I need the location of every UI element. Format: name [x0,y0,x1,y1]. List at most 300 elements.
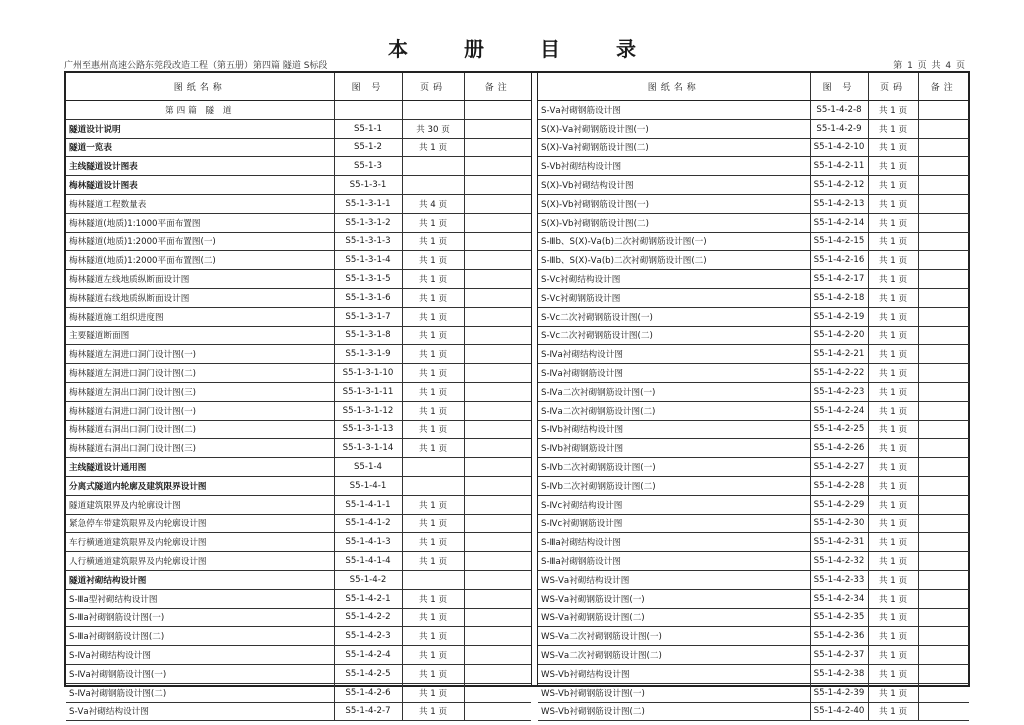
drawing-number: S5-1-4-2-8 [810,101,868,120]
table-row [66,138,531,157]
remark-cell [918,439,969,458]
table-row [538,270,969,289]
table-row [66,251,531,270]
table-row [538,570,969,589]
table-row [538,702,969,721]
drawing-number: S5-1-4-2-28 [810,476,868,495]
drawing-number: S5-1-4-2-10 [810,138,868,157]
drawing-number: S5-1-4-2-27 [810,458,868,477]
table-row [66,702,531,721]
table-row [538,608,969,627]
drawing-name: 主要隧道断面图 [66,326,334,345]
table-row [538,213,969,232]
remark-cell [464,270,531,289]
drawing-name: S-Ⅲa衬砌结构设计图 [538,533,810,552]
drawing-name: 隧道设计说明 [66,119,334,138]
drawing-name: S(X)-Ⅴb衬砌结构设计图 [538,176,810,195]
drawing-name: 紧急停车带建筑限界及内轮廓设计图 [66,514,334,533]
drawing-number: S5-1-4-2-33 [810,570,868,589]
table-row [538,307,969,326]
drawing-number: S5-1-4 [334,458,402,477]
drawing-name: WS-Ⅴa二次衬砌钢筋设计图(二) [538,646,810,665]
drawing-name: WS-Ⅴb衬砌结构设计图 [538,664,810,683]
page-count: 共 1 页 [402,288,464,307]
table-row [66,514,531,533]
page-count: 共 1 页 [868,251,918,270]
drawing-name: S-Ⅲb、S(X)-Ⅴa(b)二次衬砌钢筋设计图(一) [538,232,810,251]
table-row [66,646,531,665]
remark-cell [918,458,969,477]
table-row [538,533,969,552]
table-row [66,288,531,307]
column-header-remark: 备注 [918,73,969,101]
drawing-name: 第四篇 隧 道 [66,101,334,120]
drawing-number: S5-1-3-1-1 [334,194,402,213]
page-count: 共 1 页 [402,627,464,646]
drawing-number: S5-1-4-2-3 [334,627,402,646]
column-header-name: 图纸名称 [538,73,810,101]
drawing-number: S5-1-2 [334,138,402,157]
table-row [66,476,531,495]
page-count: 共 1 页 [402,589,464,608]
page-count: 共 1 页 [868,589,918,608]
remark-cell [918,307,969,326]
remark-cell [464,119,531,138]
drawing-name: 梅林隧道左线地质纵断面设计图 [66,270,334,289]
drawing-number: S5-1-3-1-10 [334,364,402,383]
drawing-name: S-Ⅳb二次衬砌钢筋设计图(一) [538,458,810,477]
page-count: 共 1 页 [868,552,918,571]
page-count: 共 1 页 [402,514,464,533]
page-count: 共 1 页 [868,533,918,552]
page-count: 共 1 页 [402,213,464,232]
remark-cell [918,382,969,401]
remark-cell [464,251,531,270]
page-count: 共 1 页 [402,664,464,683]
page-count: 共 1 页 [402,420,464,439]
table-row [538,664,969,683]
drawing-number: S5-1-3-1-14 [334,439,402,458]
table-row [66,683,531,702]
remark-cell [918,101,969,120]
remark-cell [464,646,531,665]
table-row [538,194,969,213]
page-count: 共 1 页 [868,176,918,195]
drawing-number: S5-1-4-2-2 [334,608,402,627]
drawing-number: S5-1-4-2-7 [334,702,402,721]
page-count [402,157,464,176]
drawing-number: S5-1-3-1-3 [334,232,402,251]
page-count: 共 1 页 [402,307,464,326]
remark-cell [464,664,531,683]
drawing-number: S5-1-4-1 [334,476,402,495]
remark-cell [464,401,531,420]
page-count: 共 1 页 [402,646,464,665]
table-row [538,157,969,176]
column-header-pages: 页码 [868,73,918,101]
remark-cell [918,157,969,176]
remark-cell [918,627,969,646]
column-header-number: 图 号 [810,73,868,101]
page-count: 共 4 页 [402,194,464,213]
table-row [66,194,531,213]
drawing-name: 梅林隧道施工组织进度图 [66,307,334,326]
table-row [66,307,531,326]
drawing-number: S5-1-4-2-31 [810,533,868,552]
drawing-name: S(X)-Ⅴa衬砌钢筋设计图(一) [538,119,810,138]
column-header-pages: 页码 [402,73,464,101]
remark-cell [464,627,531,646]
table-row [66,101,531,120]
remark-cell [918,646,969,665]
page-count: 共 1 页 [868,288,918,307]
drawing-name: 主线隧道设计图表 [66,157,334,176]
table-row [538,552,969,571]
remark-cell [918,608,969,627]
table-row [66,589,531,608]
drawing-number: S5-1-4-2-5 [334,664,402,683]
table-row [66,533,531,552]
drawing-name: S-Ⅳa衬砌结构设计图 [66,646,334,665]
page-count: 共 1 页 [402,702,464,721]
drawing-number: S5-1-1 [334,119,402,138]
drawing-name: S-Ⅳa衬砌钢筋设计图(二) [66,683,334,702]
drawing-number [334,101,402,120]
page-count: 共 1 页 [402,326,464,345]
page-count: 共 1 页 [402,495,464,514]
drawing-name: 梅林隧道左洞进口洞门设计图(二) [66,364,334,383]
drawing-number: S5-1-4-2-11 [810,157,868,176]
table-row [538,326,969,345]
remark-cell [918,119,969,138]
drawing-number: S5-1-4-2-38 [810,664,868,683]
drawing-name: S-Ⅳa二次衬砌钢筋设计图(二) [538,401,810,420]
table-row [538,401,969,420]
remark-cell [464,495,531,514]
drawing-number: S5-1-4-2-36 [810,627,868,646]
remark-cell [464,589,531,608]
drawing-name: WS-Ⅴa衬砌结构设计图 [538,570,810,589]
drawing-number: S5-1-4-2-39 [810,683,868,702]
drawing-name: 车行横通道建筑限界及内轮廓设计图 [66,533,334,552]
page-count: 共 1 页 [402,608,464,627]
drawing-name: S-Ⅴc衬砌结构设计图 [538,270,810,289]
table-row [538,514,969,533]
table-row [538,420,969,439]
remark-cell [918,138,969,157]
drawing-name: WS-Ⅴa二次衬砌钢筋设计图(一) [538,627,810,646]
page-count: 共 1 页 [868,326,918,345]
table-row [538,251,969,270]
remark-cell [464,288,531,307]
remark-cell [464,138,531,157]
drawing-number: S5-1-4-2-20 [810,326,868,345]
remark-cell [918,570,969,589]
page-count: 共 1 页 [868,439,918,458]
remark-cell [918,270,969,289]
remark-cell [464,683,531,702]
page-count: 共 1 页 [868,570,918,589]
table-row [66,213,531,232]
remark-cell [918,420,969,439]
catalog-table-left [66,73,531,718]
table-row [66,495,531,514]
drawing-name: S-Ⅲa衬砌钢筋设计图(二) [66,627,334,646]
remark-cell [464,608,531,627]
table-row [538,101,969,120]
table-row [538,232,969,251]
column-header-name: 图纸名称 [66,73,334,101]
remark-cell [464,439,531,458]
drawing-number: S5-1-4-2-29 [810,495,868,514]
remark-cell [918,683,969,702]
drawing-number: S5-1-4-2-26 [810,439,868,458]
drawing-name: S-Ⅳc衬砌钢筋设计图 [538,514,810,533]
remark-cell [918,326,969,345]
table-row [538,382,969,401]
remark-cell [464,533,531,552]
page-count: 共 1 页 [868,420,918,439]
remark-cell [918,345,969,364]
page-count: 共 1 页 [402,382,464,401]
drawing-name: WS-Ⅴb衬砌钢筋设计图(一) [538,683,810,702]
page-count: 共 1 页 [868,458,918,477]
page-count: 共 1 页 [868,664,918,683]
drawing-number: S5-1-4-2-19 [810,307,868,326]
remark-cell [918,664,969,683]
table-row [66,232,531,251]
drawing-name: S-Ⅲb、S(X)-Ⅴa(b)二次衬砌钢筋设计图(二) [538,251,810,270]
drawing-number: S5-1-4-2-18 [810,288,868,307]
remark-cell [464,420,531,439]
remark-cell [464,476,531,495]
page-count: 共 1 页 [868,157,918,176]
page-count: 共 1 页 [402,270,464,289]
drawing-number: S5-1-3-1-2 [334,213,402,232]
table-row [538,288,969,307]
drawing-number: S5-1-3-1-7 [334,307,402,326]
page-count: 共 1 页 [868,101,918,120]
remark-cell [464,382,531,401]
drawing-number: S5-1-4-2-12 [810,176,868,195]
drawing-number: S5-1-3-1-4 [334,251,402,270]
remark-cell [918,251,969,270]
remark-cell [918,401,969,420]
drawing-number: S5-1-4-2-35 [810,608,868,627]
drawing-number: S5-1-4-1-4 [334,552,402,571]
drawing-number: S5-1-4-2-40 [810,702,868,721]
table-row [66,627,531,646]
page-count: 共 1 页 [402,251,464,270]
page-count: 共 1 页 [868,213,918,232]
drawing-number: S5-1-4-1-2 [334,514,402,533]
catalog-sheet [64,71,970,718]
page-count: 共 1 页 [868,138,918,157]
table-row [538,138,969,157]
drawing-number: S5-1-4-2-17 [810,270,868,289]
remark-cell [464,176,531,195]
remark-cell [918,364,969,383]
remark-cell [918,495,969,514]
remark-cell [464,514,531,533]
drawing-number: S5-1-4-2-15 [810,232,868,251]
drawing-name: 梅林隧道右洞出口洞门设计图(三) [66,439,334,458]
page-count: 共 1 页 [868,270,918,289]
drawing-name: 分离式隧道内轮廓及建筑限界设计图 [66,476,334,495]
drawing-name: S-Ⅲa衬砌钢筋设计图 [538,552,810,571]
remark-cell [464,101,531,120]
page-count: 共 1 页 [402,138,464,157]
drawing-number: S5-1-4-1-3 [334,533,402,552]
table-row [538,627,969,646]
page-count: 共 1 页 [868,495,918,514]
page-title: 本册目录 [388,37,692,61]
drawing-name: S-Ⅳa衬砌钢筋设计图(一) [66,664,334,683]
drawing-name: 梅林隧道右线地质纵断面设计图 [66,288,334,307]
page-count: 共 1 页 [868,382,918,401]
remark-cell [918,589,969,608]
page-count: 共 1 页 [868,627,918,646]
page-count: 共 1 页 [868,345,918,364]
drawing-name: S-Ⅳb衬砌结构设计图 [538,420,810,439]
remark-cell [918,533,969,552]
drawing-number: S5-1-4-2-34 [810,589,868,608]
drawing-number: S5-1-3-1-11 [334,382,402,401]
page-count: 共 1 页 [402,533,464,552]
remark-cell [918,194,969,213]
drawing-number: S5-1-4-2-16 [810,251,868,270]
drawing-name: S-Ⅴc二次衬砌钢筋设计图(一) [538,307,810,326]
remark-cell [918,476,969,495]
table-row [538,683,969,702]
table-row [538,176,969,195]
drawing-name: WS-Ⅴa衬砌钢筋设计图(一) [538,589,810,608]
drawing-number: S5-1-4-2-4 [334,646,402,665]
remark-cell [464,157,531,176]
drawing-number: S5-1-3-1-5 [334,270,402,289]
table-row [66,608,531,627]
drawing-number: S5-1-3-1-13 [334,420,402,439]
drawing-number: S5-1-3-1-9 [334,345,402,364]
drawing-name: S-Ⅳa衬砌钢筋设计图 [538,364,810,383]
column-header-number: 图 号 [334,73,402,101]
page-indicator: 第 1 页 共 4 页 [893,61,966,71]
drawing-name: 梅林隧道工程数量表 [66,194,334,213]
drawing-name: S-Ⅴa衬砌结构设计图 [66,702,334,721]
drawing-name: S-Ⅴc衬砌钢筋设计图 [538,288,810,307]
page-count: 共 1 页 [868,514,918,533]
page-count: 共 1 页 [868,608,918,627]
table-row [66,458,531,477]
table-row [66,176,531,195]
remark-cell [464,326,531,345]
project-name: 广州至惠州高速公路东莞段改造工程（第五册）第四篇 隧道 S标段 [64,61,328,71]
page-count: 共 1 页 [868,232,918,251]
remark-cell [464,194,531,213]
table-row [538,119,969,138]
drawing-name: WS-Ⅴb衬砌钢筋设计图(二) [538,702,810,721]
remark-cell [918,552,969,571]
remark-cell [464,458,531,477]
page-count: 共 1 页 [868,683,918,702]
table-row [66,157,531,176]
drawing-name: 隧道建筑限界及内轮廓设计图 [66,495,334,514]
drawing-name: 梅林隧道左洞进口洞门设计图(一) [66,345,334,364]
page-count: 共 1 页 [868,364,918,383]
drawing-name: 主线隧道设计通用图 [66,458,334,477]
page-count: 共 1 页 [402,232,464,251]
drawing-number: S5-1-4-2-25 [810,420,868,439]
remark-cell [464,232,531,251]
drawing-number: S5-1-4-2-14 [810,213,868,232]
remark-cell [464,307,531,326]
drawing-number: S5-1-3-1-8 [334,326,402,345]
drawing-number: S5-1-3-1 [334,176,402,195]
drawing-name: S-Ⅲa衬砌钢筋设计图(一) [66,608,334,627]
table-row [538,495,969,514]
catalog-table-right [537,73,969,718]
page-count: 共 1 页 [402,345,464,364]
table-row [66,119,531,138]
remark-cell [918,514,969,533]
drawing-name: S-Ⅳa衬砌结构设计图 [538,345,810,364]
remark-cell [918,702,969,721]
table-row [66,382,531,401]
page-count [402,476,464,495]
drawing-number: S5-1-4-2-9 [810,119,868,138]
page-count: 共 1 页 [868,702,918,721]
table-row [66,439,531,458]
page-count: 共 30 页 [402,119,464,138]
drawing-name: S-Ⅴc二次衬砌钢筋设计图(二) [538,326,810,345]
drawing-name: WS-Ⅴa衬砌钢筋设计图(二) [538,608,810,627]
drawing-number: S5-1-4-2-13 [810,194,868,213]
remark-cell [918,176,969,195]
drawing-name: S(X)-Ⅴb衬砌钢筋设计图(二) [538,213,810,232]
table-row [66,401,531,420]
page-count [402,101,464,120]
remark-cell [464,364,531,383]
table-row [66,364,531,383]
drawing-number: S5-1-4-2 [334,570,402,589]
drawing-name: S-Ⅴa衬砌钢筋设计图 [538,101,810,120]
page-count: 共 1 页 [868,646,918,665]
table-row [66,326,531,345]
drawing-number: S5-1-4-2-30 [810,514,868,533]
page-count: 共 1 页 [868,194,918,213]
page-count: 共 1 页 [868,119,918,138]
drawing-number: S5-1-4-2-21 [810,345,868,364]
table-row [538,458,969,477]
page-count: 共 1 页 [868,307,918,326]
drawing-number: S5-1-4-2-1 [334,589,402,608]
remark-cell [464,702,531,721]
table-row [538,439,969,458]
drawing-number: S5-1-4-2-23 [810,382,868,401]
drawing-name: 隧道一览表 [66,138,334,157]
drawing-name: S-Ⅳa二次衬砌钢筋设计图(一) [538,382,810,401]
drawing-name: S(X)-Ⅴa衬砌钢筋设计图(二) [538,138,810,157]
page-count: 共 1 页 [868,476,918,495]
remark-cell [464,345,531,364]
drawing-number: S5-1-3-1-12 [334,401,402,420]
drawing-name: 梅林隧道设计图表 [66,176,334,195]
drawing-name: 隧道衬砌结构设计图 [66,570,334,589]
drawing-name: S-Ⅳc衬砌结构设计图 [538,495,810,514]
page-count: 共 1 页 [402,364,464,383]
drawing-name: 梅林隧道左洞出口洞门设计图(三) [66,382,334,401]
column-header-remark: 备注 [464,73,531,101]
